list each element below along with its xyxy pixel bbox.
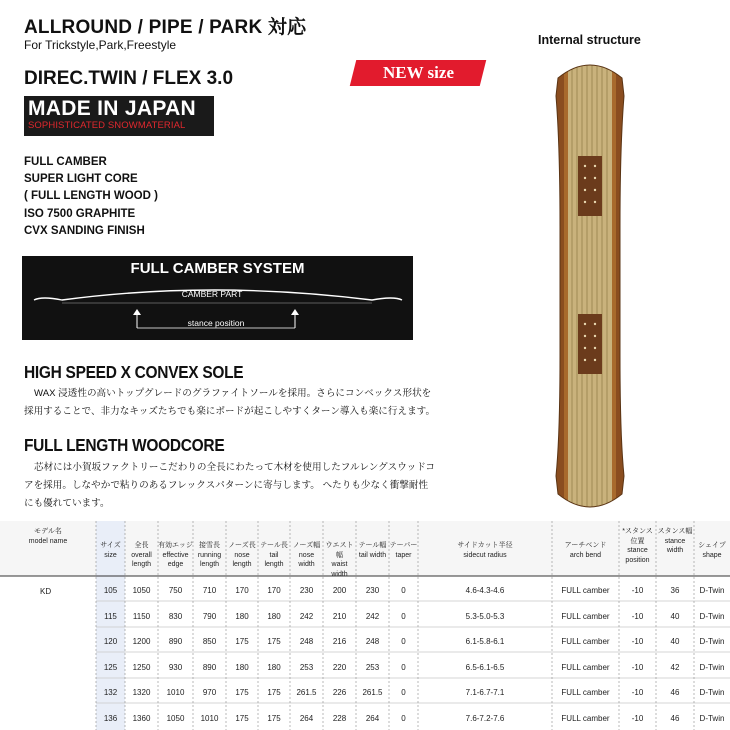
cell-nose-width: 264 xyxy=(299,714,314,723)
header-jp-label: サイズ xyxy=(100,542,121,549)
camber-profile-graphic xyxy=(22,256,413,340)
header-en-label: waist width xyxy=(331,561,348,578)
header-size xyxy=(96,541,125,560)
header-tail-width xyxy=(356,541,389,560)
header-stance-position xyxy=(619,527,656,565)
header-en-label: effective edge xyxy=(162,551,189,568)
cell-overall-length: 1250 xyxy=(132,663,151,672)
cell-shape: D-Twin xyxy=(699,714,725,723)
header-jp-label: アーチベンド xyxy=(564,542,607,549)
paragraph-line: WAX 浸透性の高いトップグレードのグラファイトソールを採用。さらにコンベックス形状を xyxy=(34,388,432,399)
header-waist-width xyxy=(323,541,356,579)
new-size-badge xyxy=(350,60,486,86)
cell-overall-length: 1200 xyxy=(132,637,151,646)
cell-effective-edge: 750 xyxy=(168,586,183,595)
header-jp-label: テーパー xyxy=(389,542,418,549)
cell-nose-length: 180 xyxy=(235,612,249,621)
cell-effective-edge: 830 xyxy=(168,612,183,621)
model-name-cell: KD xyxy=(40,587,52,596)
cell-running-length: 970 xyxy=(202,688,217,697)
cell-stance-width: 46 xyxy=(670,714,680,723)
cell-running-length: 1010 xyxy=(200,714,219,723)
cell-arch-bend: FULL camber xyxy=(561,612,610,621)
section-text-woodcore xyxy=(24,459,436,513)
cell-arch-bend: FULL camber xyxy=(561,688,610,697)
feature-item: ISO 7500 GRAPHITE xyxy=(24,207,136,220)
paragraph-line: にも優れています。 xyxy=(24,498,110,509)
stance-arrow-left xyxy=(133,309,141,315)
header-jp-label: スタンス幅 xyxy=(657,528,693,535)
feature-item: SUPER LIGHT CORE xyxy=(24,173,138,186)
header-nose-width xyxy=(290,541,323,570)
header-jp-label: サイドカット半径 xyxy=(457,542,513,549)
cell-overall-length: 1050 xyxy=(132,586,151,595)
cell-waist-width: 210 xyxy=(332,612,347,621)
section-heading-sole: HIGH SPEED X CONVEX SOLE xyxy=(24,363,244,383)
cell-nose-length: 175 xyxy=(235,688,249,697)
page-subtitle: For Trickstyle,Park,Freestyle xyxy=(24,38,177,52)
cell-nose-length: 175 xyxy=(235,637,249,646)
cell-tail-width: 248 xyxy=(365,637,380,646)
header-jp-label: テール長 xyxy=(260,542,288,549)
cell-tail-length: 180 xyxy=(267,612,281,621)
cell-waist-width: 200 xyxy=(332,586,347,595)
header-jp-label: シェイプ xyxy=(698,542,726,549)
cell-running-length: 790 xyxy=(202,612,217,621)
section-text-sole xyxy=(24,385,436,421)
header-jp-label: テール幅 xyxy=(358,542,387,549)
cell-taper: 0 xyxy=(401,714,406,723)
header-en-label: nose width xyxy=(298,551,315,568)
feature-item: ( FULL LENGTH WOOD ) xyxy=(24,190,158,203)
header-en-label: tail width xyxy=(358,551,387,559)
header-nose-length xyxy=(226,541,258,570)
paragraph-line: アを採用。しなやかで粘りのあるフレックスパターンに寄与します。 へたりも少なく衝撃耐性 xyxy=(24,480,429,491)
cell-nose-width: 242 xyxy=(299,612,314,621)
cell-sidecut-radius: 6.5-6.1-6.5 xyxy=(465,663,505,672)
cell-waist-width: 228 xyxy=(332,714,347,723)
header-running-length xyxy=(193,541,226,570)
cell-arch-bend: FULL camber xyxy=(561,637,610,646)
cell-size: 132 xyxy=(103,688,118,697)
cell-stance-position: -10 xyxy=(631,688,644,697)
cell-size: 136 xyxy=(103,714,118,723)
cell-overall-length: 1320 xyxy=(132,688,151,697)
header-en-label: tail length xyxy=(264,551,284,568)
cell-effective-edge: 890 xyxy=(168,637,183,646)
snowboard-internal-structure-image xyxy=(540,56,640,516)
cell-tail-length: 170 xyxy=(267,586,281,595)
cell-taper: 0 xyxy=(401,637,406,646)
cell-stance-position: -10 xyxy=(631,663,644,672)
cell-shape: D-Twin xyxy=(699,688,725,697)
cell-nose-width: 253 xyxy=(299,663,314,672)
header-en-label: sidecut radius xyxy=(463,551,507,559)
header-en-label: overall length xyxy=(131,551,152,568)
header-stance-width xyxy=(656,527,694,556)
feature-item: CVX SANDING FINISH xyxy=(24,224,145,237)
cell-size: 125 xyxy=(103,663,118,672)
cell-stance-position: -10 xyxy=(631,612,644,621)
header-jp-label: *スタンス位置 xyxy=(622,528,653,545)
made-in-japan-title: MADE IN JAPAN xyxy=(28,97,197,120)
cell-stance-width: 40 xyxy=(670,612,680,621)
header-jp-label: モデル名 xyxy=(34,528,62,535)
header-en-label: arch bend xyxy=(569,551,602,559)
cell-nose-length: 180 xyxy=(235,663,249,672)
made-in-japan-tagline: SOPHISTICATED SNOWMATERIAL xyxy=(28,120,186,131)
cell-nose-width: 248 xyxy=(299,637,314,646)
cell-sidecut-radius: 4.6-4.3-4.6 xyxy=(465,586,505,595)
header-model-name xyxy=(0,527,96,546)
cell-taper: 0 xyxy=(401,586,406,595)
cell-overall-length: 1150 xyxy=(132,612,151,621)
cell-tail-width: 253 xyxy=(365,663,380,672)
cell-size: 105 xyxy=(103,586,118,595)
new-size-badge-label: NEW size xyxy=(382,63,454,82)
header-en-label: taper xyxy=(395,551,412,559)
cell-arch-bend: FULL camber xyxy=(561,663,610,672)
header-en-label: size xyxy=(104,551,117,559)
cell-nose-width: 261.5 xyxy=(296,688,317,697)
header-overall-length xyxy=(125,541,158,570)
cell-arch-bend: FULL camber xyxy=(561,586,610,595)
header-tail-length xyxy=(258,541,290,570)
cell-nose-length: 175 xyxy=(235,714,249,723)
cell-running-length: 710 xyxy=(202,586,217,595)
cell-shape: D-Twin xyxy=(699,637,725,646)
cell-stance-width: 40 xyxy=(670,637,680,646)
cell-stance-width: 36 xyxy=(670,586,680,595)
cell-effective-edge: 1010 xyxy=(166,688,185,697)
header-jp-label: 全長 xyxy=(134,542,149,549)
feature-item: FULL CAMBER xyxy=(24,156,107,168)
cell-taper: 0 xyxy=(401,612,406,621)
page-title: ALLROUND / PIPE / PARK 対応 xyxy=(24,17,307,38)
model-line: DIREC.TWIN / FLEX 3.0 xyxy=(24,68,234,89)
cell-running-length: 850 xyxy=(202,637,217,646)
cell-overall-length: 1360 xyxy=(132,714,151,723)
cell-stance-position: -10 xyxy=(631,714,644,723)
cell-tail-length: 180 xyxy=(267,663,281,672)
header-effective-edge xyxy=(158,541,193,570)
cell-stance-position: -10 xyxy=(631,586,644,595)
stance-position-label: stance position xyxy=(187,318,245,328)
cell-waist-width: 216 xyxy=(332,637,347,646)
cell-shape: D-Twin xyxy=(699,663,725,672)
camber-part-label: CAMBER PART xyxy=(181,289,243,299)
section-heading-woodcore: FULL LENGTH WOODCORE xyxy=(24,436,225,456)
made-in-japan-logo xyxy=(24,96,214,136)
header-shape xyxy=(694,541,730,560)
cell-effective-edge: 930 xyxy=(168,663,183,672)
header-sidecut-radius xyxy=(418,541,552,560)
cell-tail-width: 264 xyxy=(365,714,380,723)
cell-sidecut-radius: 7.6-7.2-7.6 xyxy=(465,714,505,723)
cell-sidecut-radius: 6.1-5.8-6.1 xyxy=(465,637,505,646)
header-jp-label: ノーズ長 xyxy=(228,542,256,549)
cell-tail-width: 242 xyxy=(365,612,380,621)
cell-stance-width: 42 xyxy=(670,663,680,672)
cell-sidecut-radius: 5.3-5.0-5.3 xyxy=(465,612,505,621)
cell-waist-width: 220 xyxy=(332,663,347,672)
cell-tail-length: 175 xyxy=(267,688,281,697)
header-taper xyxy=(389,541,418,560)
cell-effective-edge: 1050 xyxy=(166,714,185,723)
header-en-label: stance position xyxy=(625,547,650,564)
header-arch-bend xyxy=(552,541,619,560)
cell-taper: 0 xyxy=(401,688,406,697)
header-jp-label: ウエスト幅 xyxy=(325,542,354,559)
cell-stance-position: -10 xyxy=(631,637,644,646)
cell-shape: D-Twin xyxy=(699,612,725,621)
header-en-label: shape xyxy=(702,551,722,559)
cell-tail-length: 175 xyxy=(267,637,281,646)
header-jp-label: 有効エッジ xyxy=(158,542,193,549)
cell-nose-width: 230 xyxy=(299,586,314,595)
cell-stance-width: 46 xyxy=(670,688,680,697)
stance-arrow-right xyxy=(291,309,299,315)
paragraph-line: 芯材には小賀坂ファクトリーこだわりの全長にわたって木材を使用したフルレングスウッドコ xyxy=(34,462,436,473)
cell-size: 115 xyxy=(104,612,117,621)
paragraph-line: 採用することで、非力なキッズたちでも楽にボードが起こしやすくターン導入も楽に行えます。 xyxy=(24,406,436,417)
header-jp-label: 接雪長 xyxy=(199,542,220,549)
cell-tail-width: 261.5 xyxy=(362,688,383,697)
cell-nose-length: 170 xyxy=(235,586,249,595)
cell-tail-width: 230 xyxy=(365,586,380,595)
cell-arch-bend: FULL camber xyxy=(561,714,610,723)
cell-sidecut-radius: 7.1-6.7-7.1 xyxy=(465,688,505,697)
camber-system-diagram xyxy=(22,256,413,340)
spec-table xyxy=(0,521,730,730)
header-jp-label: ノーズ幅 xyxy=(292,542,321,549)
camber-system-title: FULL CAMBER SYSTEM xyxy=(130,260,305,277)
cell-taper: 0 xyxy=(401,663,406,672)
cell-waist-width: 226 xyxy=(332,688,347,697)
cell-running-length: 890 xyxy=(202,663,217,672)
header-en-label: model name xyxy=(28,537,68,545)
cell-tail-length: 175 xyxy=(267,714,281,723)
header-en-label: stance width xyxy=(664,537,686,554)
cell-shape: D-Twin xyxy=(699,586,725,595)
header-en-label: nose length xyxy=(232,551,252,568)
header-en-label: running length xyxy=(197,551,222,568)
cell-size: 120 xyxy=(103,637,118,646)
feature-list xyxy=(24,154,158,240)
internal-structure-label: Internal structure xyxy=(538,33,641,47)
